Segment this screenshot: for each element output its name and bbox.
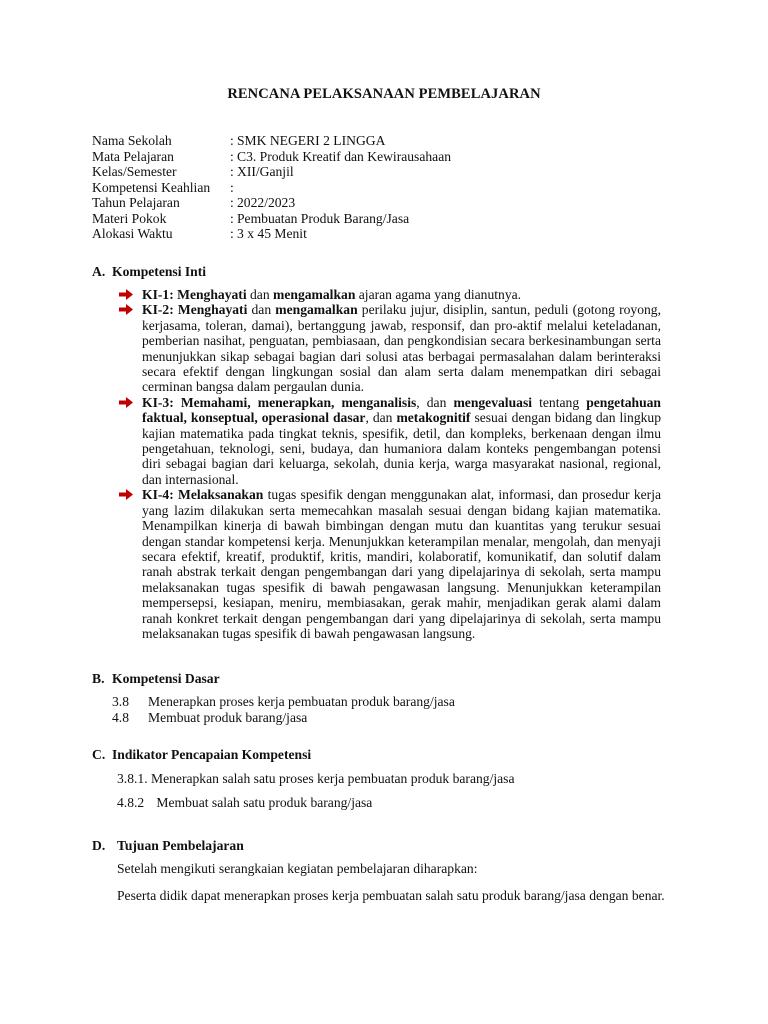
indikator-text: Menerapkan salah satu proses kerja pembuatan produk barang/jasa <box>151 771 515 786</box>
ki-text: Menghayati <box>177 302 248 318</box>
section-letter: D. <box>92 838 106 853</box>
section-letter: C. <box>92 747 106 762</box>
ki-text: , dan <box>365 410 397 426</box>
ki-text: Melaksanakan <box>177 487 264 503</box>
indikator-row <box>117 771 515 787</box>
indikator-text: Membuat salah satu produk barang/jasa <box>156 795 373 810</box>
kd-number: 3.8 <box>112 694 129 709</box>
identity-table <box>92 133 451 242</box>
identity-label: Kelas/Semester <box>92 164 177 179</box>
tujuan-intro: Setelah mengikuti serangkaian kegiatan pembelajaran diharapkan: <box>117 861 478 876</box>
ki-item <box>119 302 661 394</box>
kd-text: Membuat produk barang/jasa <box>148 710 308 725</box>
ki-text: pengetahuan faktual, konseptual, operasional dasar <box>142 394 661 426</box>
identity-colon: : <box>230 148 234 164</box>
indikator-row <box>117 795 372 811</box>
kd-text: Menerapkan proses kerja pembuatan produk barang/jasa <box>148 694 455 709</box>
identity-row <box>92 180 451 196</box>
section-title: Kompetensi Inti <box>112 264 207 279</box>
identity-row <box>92 149 451 165</box>
ki-text: sesuai dengan bidang dan lingkup kajian matematika pada tingkat teknis, spesifik, detil, dan kompleks, berkenaan dengan ilmu pengetahuan, teknologi, seni, budaya, dan humaniora dalam konteks pengembangan potensi diri sebagai bagian dari keluarga, sekolah, dunia kerja, warga masyarakat nasional, regional, dan internasional. <box>142 410 662 487</box>
identity-label: Materi Pokok <box>92 210 167 226</box>
section-d-heading <box>92 838 244 854</box>
ki-text: , dan <box>416 394 454 410</box>
ki-text: Menghayati <box>177 287 247 302</box>
identity-row <box>92 195 451 211</box>
ki-text: Memahami, menerapkan, menganalisis <box>180 394 417 410</box>
identity-value: SMK NEGERI 2 LINGGA <box>237 133 386 148</box>
section-title: Indikator Pencapaian Kompetensi <box>112 747 312 762</box>
ki-text: mengamalkan <box>273 287 356 302</box>
identity-colon: : <box>230 210 234 226</box>
identity-row <box>92 164 451 180</box>
ki-text: tugas spesifik dengan menggunakan alat, informasi, dan prosedur kerja yang lazim dilakukan serta memecahkan masalah sesuai dengan bidang kajian matematika. Menampilkan kinerja di bawah bimbingan dengan mutu dan kuantitas yang terukur sesuai dengan standar kompetensi kerja. Menunjukkan keterampilan menalar, mengolah, dan menyaji secara efektif, kreatif, produktif, kritis, mandiri, kolaboratif, komunikatif, dan solutif dalam ranah abstrak terkait dengan pengembangan dari yang dipelajarinya di sekolah, serta mampu melaksanakan tugas spesifik di bawah pengawasan langsung. Menunjukkan keterampilan mempersepsi, kesiapan, meniru, membiasakan, gerak mahir, menjadikan gerak alami dalam ranah konkret terkait dengan pengembangan dari yang dipelajarinya di sekolah, serta mampu melaksanakan tugas spesifik di bawah pengawasan langsung. <box>142 487 662 641</box>
identity-label: Tahun Pelajaran <box>92 195 180 210</box>
section-letter: A. <box>92 264 106 279</box>
ki-text: perilaku jujur, disiplin, santun, peduli (gotong royong, kerjasama, toleran, damai), bertanggung jawab, responsif, dan pro-aktif melalui keteladanan, pemberian nasihat, penguatan, pembiasaan, dan pengkondisian secara berkesinambungan serta menunjukkan sikap sebagai bagian dari solusi atas berbagai permasalahan dalam berinteraksi secara efektif dengan lingkungan sosial dan alam serta dalam menempatkan diri sebagai cerminan bangsa dalam pergaulan dunia. <box>142 302 661 395</box>
ki-text: mengevaluasi <box>453 394 533 410</box>
arrow-right-icon <box>119 489 133 500</box>
identity-label: Nama Sekolah <box>92 133 172 148</box>
identity-value: C3. Produk Kreatif dan Kewirausahaan <box>237 148 452 164</box>
identity-value: Pembuatan Produk Barang/Jasa <box>237 210 410 226</box>
ki-item <box>119 287 661 302</box>
indikator-number: 4.8.2 <box>117 795 145 810</box>
ki-text: dan <box>246 287 274 302</box>
section-title: Tujuan Pembelajaran <box>117 838 244 853</box>
ki-item <box>119 487 661 641</box>
ki-text: tentang <box>532 394 587 410</box>
document-title: RENCANA PELAKSANAAN PEMBELAJARAN <box>227 86 541 102</box>
tujuan-text: Peserta didik dapat menerapkan proses kerja pembuatan salah satu produk barang/jasa dengan benar. <box>117 888 665 903</box>
identity-colon: : <box>230 164 234 179</box>
identity-row <box>92 133 451 149</box>
kompetensi-inti-list <box>119 287 661 641</box>
identity-row <box>92 211 451 227</box>
kd-row <box>112 710 455 726</box>
identity-label: Alokasi Waktu <box>92 226 173 241</box>
ki-code: KI-4: <box>142 487 174 503</box>
identity-colon: : <box>230 226 234 241</box>
identity-colon: : <box>230 133 234 148</box>
identity-value: 3 x 45 Menit <box>237 226 307 241</box>
arrow-right-icon <box>119 304 133 315</box>
ki-text: metakognitif <box>396 410 471 426</box>
ki-text: mengamalkan <box>275 302 358 318</box>
identity-label: Mata Pelajaran <box>92 148 174 164</box>
ki-code: KI-3: <box>142 394 174 410</box>
identity-value: 2022/2023 <box>237 195 296 210</box>
section-title: Kompetensi Dasar <box>112 671 220 686</box>
kompetensi-dasar-list <box>112 694 455 726</box>
ki-item <box>119 395 661 487</box>
section-a-heading <box>92 264 206 280</box>
identity-value: XII/Ganjil <box>237 164 294 179</box>
section-letter: B. <box>92 671 105 686</box>
section-b-heading <box>92 671 220 687</box>
identity-colon: : <box>230 179 234 195</box>
ki-text: ajaran agama yang dianutnya. <box>355 287 522 302</box>
ki-code: KI-2: <box>142 302 174 318</box>
arrow-right-icon <box>119 289 133 300</box>
ki-text: dan <box>247 302 276 318</box>
identity-label: Kompetensi Keahlian <box>92 179 211 195</box>
kd-number: 4.8 <box>112 710 129 725</box>
section-c-heading <box>92 747 311 763</box>
identity-colon: : <box>230 195 234 210</box>
ki-code: KI-1: <box>142 287 174 302</box>
arrow-right-icon <box>119 397 133 408</box>
identity-row <box>92 226 451 242</box>
indikator-number: 3.8.1. <box>117 771 148 786</box>
kd-row <box>112 694 455 710</box>
